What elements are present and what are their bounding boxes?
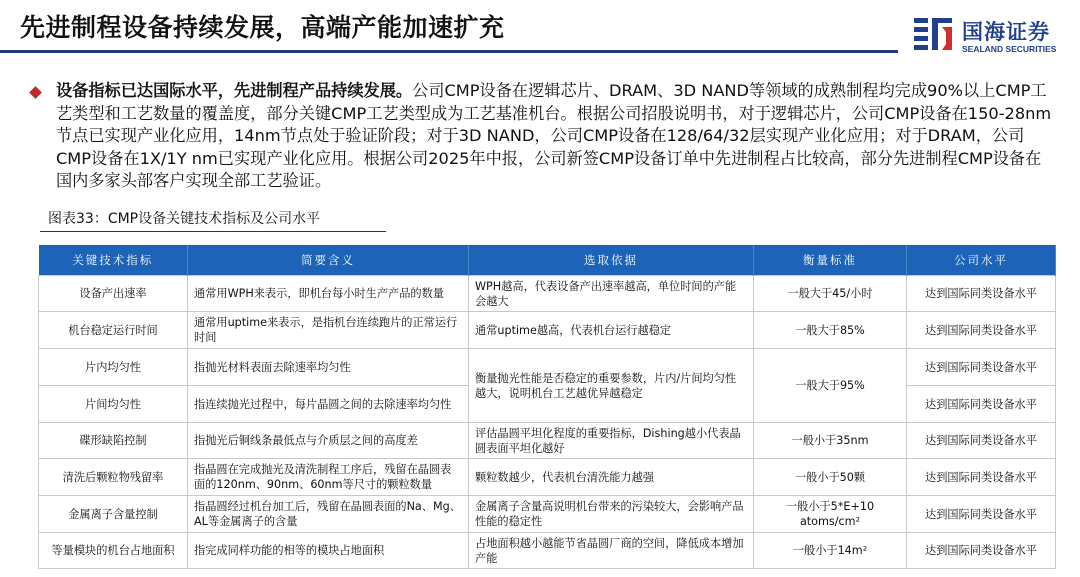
diamond-bullet-icon [29,86,42,99]
meaning-cell: 指抛光后铜线条最低点与介质层之间的高度差 [188,423,469,459]
bullet-lead: 设备指标已达国际水平，先进制程产品持续发展。 [56,81,413,100]
bullet-text [56,80,1056,193]
standard-cell: 一般小于5*E+10 atoms/cm² [754,496,907,533]
title-underline [0,50,898,53]
level-cell: 达到国际同类设备水平 [907,459,1056,496]
page-title: 先进制程设备持续发展，高端产能加速扩充 [20,13,505,42]
indicator-cell: 片间均匀性 [39,386,188,423]
level-cell: 达到国际同类设备水平 [907,386,1056,423]
indicator-cell: 片内均匀性 [39,349,188,386]
meaning-cell: 指连续抛光过程中，每片晶圆之间的去除速率均匀性 [188,386,469,423]
meaning-cell: 指抛光材料表面去除速率均匀性 [188,349,469,386]
indicator-cell: 金属离子含量控制 [39,496,188,533]
basis-cell: 评估晶圆平坦化程度的重要指标，Dishing越小代表晶圆表面平坦化越好 [469,423,754,459]
level-cell: 达到国际同类设备水平 [907,349,1056,386]
bullet-body: 公司CMP设备在逻辑芯片、DRAM、3D NAND等领域的成熟制程均完成90%以上CMP工艺类型和工艺数量的覆盖度，部分关键CMP工艺类型成为工艺基准机台。根据公司招股说明书，对于逻辑芯片，公司CMP设备在150-28nm节点已实现产业化应用，14nm节点处于验证阶段；对于3D NAND，公司CMP设备在128/64/32层实现产业化应用；对于DRAM，公司CMP设备在1X/1Y nm已实现产业化应用。根据公司2025年中报，公司新签CMP设备订单中先进制程占比较高，部分先进制程CMP设备在国内多家头部客户实现全部工艺验证。 [56,81,1052,190]
standard-cell: 一般大于45/小时 [754,276,907,312]
basis-cell: WPH越高，代表设备产出速率越高，单位时间的产能会越大 [469,276,754,312]
meaning-cell: 指晶圆经过机台加工后，残留在晶圆表面的Na、Mg、AL等金属离子的含量 [188,496,469,533]
table-header-cell: 选取依据 [469,245,754,276]
level-cell: 达到国际同类设备水平 [907,533,1056,569]
logo-chinese-name: 国海证券 [962,20,1050,44]
table-row [39,459,1056,496]
basis-cell: 通常uptime越高，代表机台运行越稳定 [469,312,754,349]
standard-cell: 一般小于35nm [754,423,907,459]
table-header-row [39,245,1056,276]
spec-table [38,245,1056,569]
indicator-cell: 碟形缺陷控制 [39,423,188,459]
table-row [39,533,1056,569]
standard-cell: 一般大于95% [754,349,907,423]
meaning-cell: 指完成同样功能的相等的模块占地面积 [188,533,469,569]
table-row [39,496,1056,533]
indicator-cell: 设备产出速率 [39,276,188,312]
indicator-cell: 清洗后颗粒物残留率 [39,459,188,496]
standard-cell: 一般大于85% [754,312,907,349]
meaning-cell: 通常用WPH来表示，即机台每小时生产产品的数量 [188,276,469,312]
level-cell: 达到国际同类设备水平 [907,423,1056,459]
meaning-cell: 通常用uptime来表示，是指机台连续跑片的正常运行时间 [188,312,469,349]
indicator-cell: 机台稳定运行时间 [39,312,188,349]
figure-caption: 图表33：CMP设备关键技术指标及公司水平 [48,211,321,227]
basis-cell: 占地面积越小越能节省晶圆厂商的空间，降低成本增加产能 [469,533,754,569]
page-header [0,0,1080,52]
basis-cell: 衡量抛光性能是否稳定的重要参数，片内/片间均匀性越大，说明机台工艺越优异越稳定 [469,349,754,423]
standard-cell: 一般小于50颗 [754,459,907,496]
logo-english-name: SEALAND SECURITIES [962,44,1057,54]
level-cell: 达到国际同类设备水平 [907,312,1056,349]
table-header-cell: 关键技术指标 [39,245,188,276]
caption-underline [40,231,386,232]
table-header-cell: 公司水平 [907,245,1056,276]
table-row [39,312,1056,349]
basis-cell: 颗粒数越少，代表机台清洗能力越强 [469,459,754,496]
indicator-cell: 等量模块的机台占地面积 [39,533,188,569]
sealand-logo [912,14,1072,60]
meaning-cell: 指晶圆在完成抛光及清洗制程工序后，残留在晶圆表面的120nm、90nm、60nm等尺寸的颗粒数量 [188,459,469,496]
table-header-cell: 衡量标准 [754,245,907,276]
standard-cell: 一般小于14m² [754,533,907,569]
table-row [39,423,1056,459]
basis-cell: 金属离子含量高说明机台带来的污染较大，会影响产品性能的稳定性 [469,496,754,533]
table-header-cell: 简要含义 [188,245,469,276]
level-cell: 达到国际同类设备水平 [907,496,1056,533]
table-row [39,349,1056,386]
level-cell: 达到国际同类设备水平 [907,276,1056,312]
sealand-logo-icon [912,14,956,58]
table-row [39,276,1056,312]
